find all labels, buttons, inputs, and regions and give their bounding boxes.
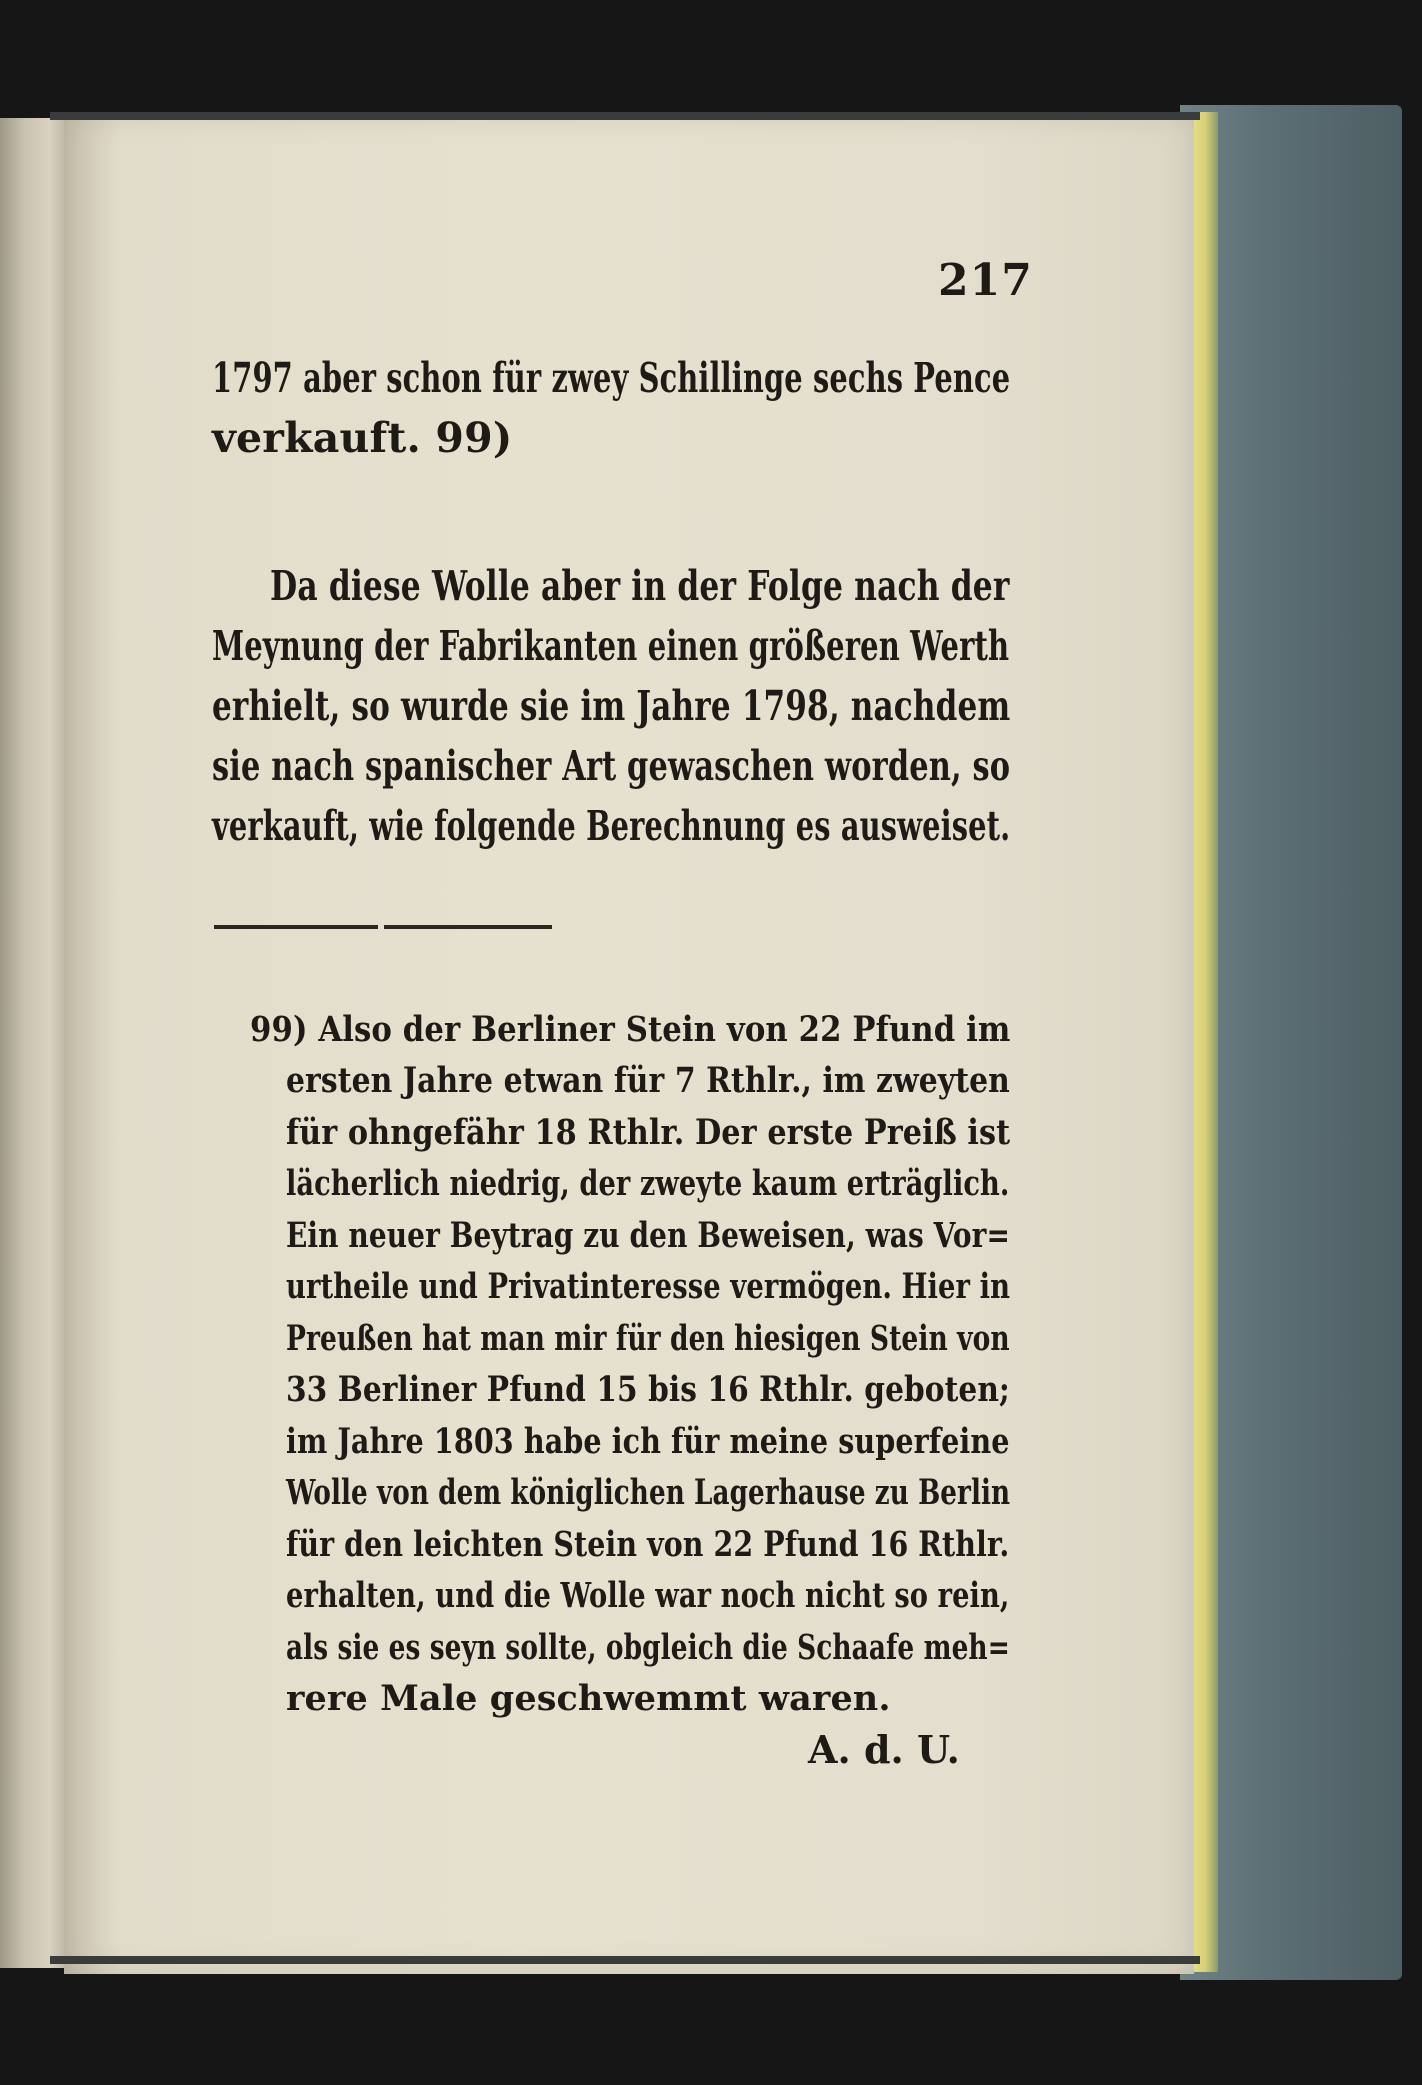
footnote-rule-right <box>384 925 552 929</box>
body-line: Meynung der Fabrikanten einen größeren Werth <box>212 622 1010 670</box>
footnote-line: Preußen hat man mir für den hiesigen Stein von <box>286 1318 1010 1359</box>
body-line: erhielt, so wurde sie im Jahre 1798, nachdem <box>212 682 1011 730</box>
body-line: verkauft. 99) <box>212 414 513 462</box>
page-top-shadow <box>50 112 1200 120</box>
body-line: Da diese Wolle aber in der Folge nach der <box>270 562 1010 610</box>
footnote-line: ersten Jahre etwan für 7 Rthlr., im zweyten <box>286 1060 1010 1101</box>
body-line: sie nach spanischer Art gewaschen worden, so <box>212 742 1011 790</box>
footnote-line: im Jahre 1803 habe ich für meine superfeine <box>286 1421 1010 1462</box>
body-line: verkauft, wie folgende Berechnung es ausweiset. <box>212 802 1011 850</box>
page-block-edge <box>1192 112 1218 1972</box>
page-bottom-shadow <box>50 1956 1200 1964</box>
left-page-edge <box>0 118 72 1968</box>
footnote-line: Wolle von dem königlichen Lagerhause zu Berlin <box>286 1472 1011 1513</box>
footnote-line: für den leichten Stein von 22 Pfund 16 Rthlr. <box>286 1524 1010 1565</box>
footnote-line: 99) Also der Berliner Stein von 22 Pfund im <box>250 1009 1011 1050</box>
page-number: 217 <box>938 255 1033 306</box>
footnote-line: für ohngefähr 18 Rthlr. Der erste Preiß ist <box>286 1112 1011 1153</box>
footnote-line: lächerlich niedrig, der zweyte kaum erträglich. <box>286 1163 1010 1204</box>
footnote-line: rere Male geschwemmt waren. <box>286 1678 891 1719</box>
footnote-signature: A. d. U. <box>808 1727 960 1772</box>
body-line: 1797 aber schon für zwey Schillinge sechs Pence <box>212 354 1011 402</box>
footnote-line: als sie es seyn sollte, obgleich die Schaafe meh= <box>286 1627 1010 1668</box>
footnote-line: urtheile und Privatinteresse vermögen. Hier in <box>286 1266 1011 1307</box>
footnote-line: 33 Berliner Pfund 15 bis 16 Rthlr. geboten; <box>286 1369 1010 1410</box>
footnote-line: Ein neuer Beytrag zu den Beweisen, was Vor= <box>286 1215 1011 1256</box>
footnote-rule-left <box>214 925 378 929</box>
footnote-line: erhalten, und die Wolle war noch nicht so rein, <box>286 1575 1010 1616</box>
